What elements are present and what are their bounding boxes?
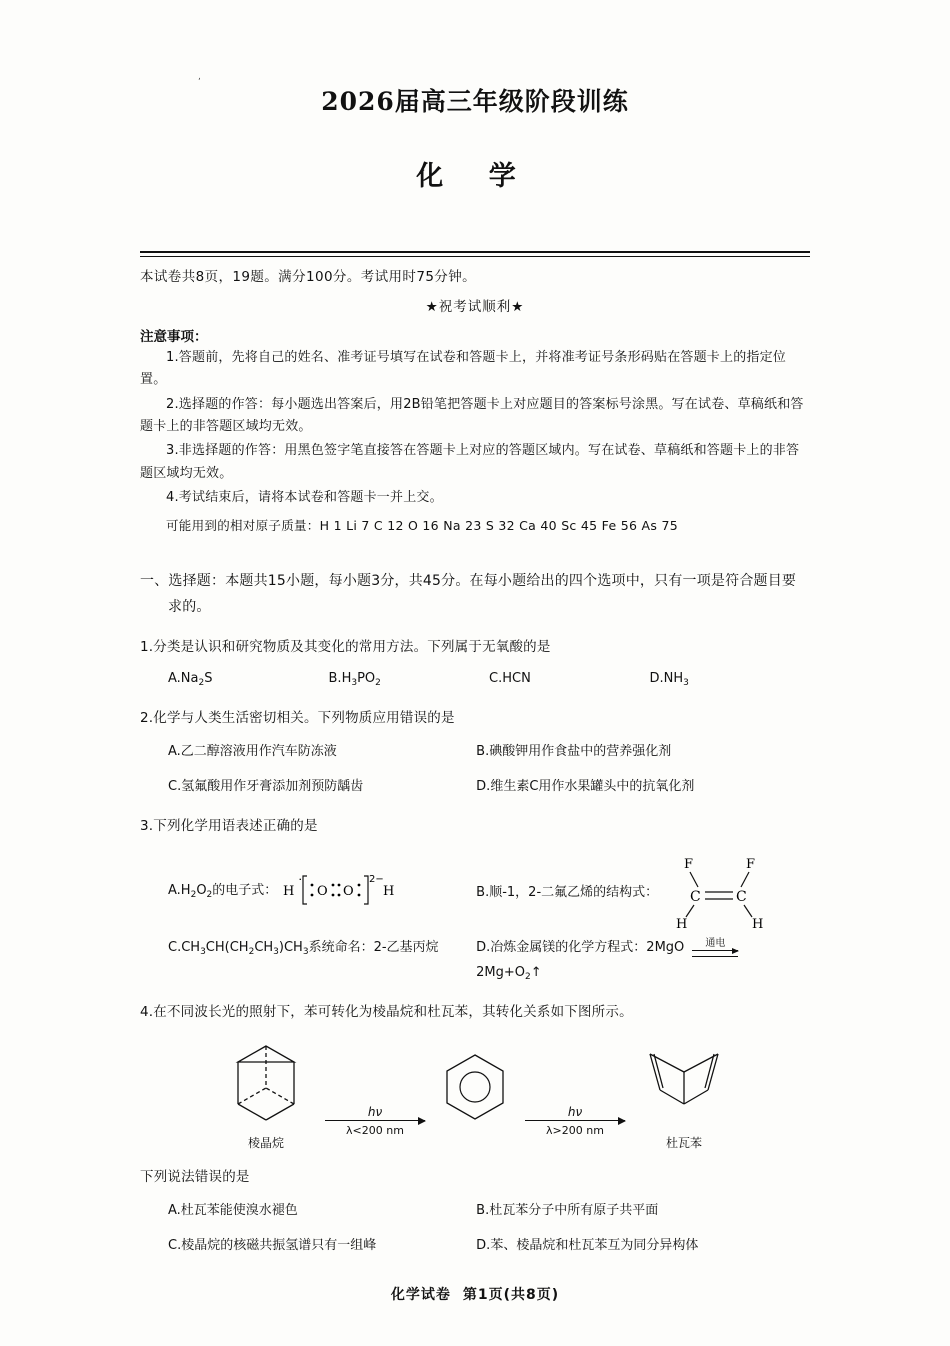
option-c-text: 氢氟酸用作牙膏添加剂预防龋齿 [181, 779, 364, 795]
option-d-label: D. [476, 1238, 491, 1254]
option-c[interactable] [168, 1234, 476, 1259]
arrow-1-line [325, 1120, 425, 1121]
option-c[interactable] [168, 936, 476, 986]
option-c-label: C. [168, 1238, 182, 1254]
arrow-1-top-label: hν [367, 1105, 383, 1120]
notice-item: 3.非选择题的作答：用黑色签字笔直接答在答题卡上对应的答题区域内。写在试卷、草稿纸和答题卡上的非答题区域均无效。 [140, 443, 800, 481]
option-b[interactable]: $B.H_3PO_2$ [328, 671, 381, 688]
benzene-label [436, 1137, 514, 1151]
svg-text:˙: ˙ [297, 878, 304, 894]
section-heading-line2: 求的。 [168, 599, 211, 616]
option-b-label: B. [328, 671, 342, 686]
question-4-number: 4. [140, 1003, 154, 1020]
svg-text:H: H [752, 917, 764, 931]
question-2-number: 2. [140, 710, 154, 727]
option-a-label-text: $A.H_2O_2$的电子式： [168, 882, 278, 900]
option-a[interactable] [168, 870, 476, 910]
section-heading-line1: 一、选择题：本题共15小题，每小题3分，共45分。在每小题给出的四个选项中，只有一项是符合题目要 [140, 572, 797, 589]
svg-text:H: H [676, 917, 688, 931]
question-3-number: 3. [140, 817, 154, 834]
photoreaction-arrow-1 [320, 1091, 430, 1151]
prismane-structure-block [218, 1038, 314, 1151]
option-c-text: $C.CH_3CH(CH_2CH_3)CH_3$系统命名：2-乙基丙烷 [168, 940, 439, 958]
option-d[interactable] [476, 775, 810, 800]
lewis-structure-h2o2 [283, 870, 401, 910]
svg-text:H: H [283, 884, 295, 900]
option-c-text: 棱晶烷的核磁共振氢谱只有一组峰 [181, 1238, 377, 1254]
notice-item: 4.考试结束后，请将本试卷和答题卡一并上交。 [166, 490, 443, 506]
option-a-label: A. [168, 671, 181, 686]
question-3-options-row1 [140, 854, 810, 931]
question-4-text: 在不同波长光的照射下，苯可转化为棱晶烷和杜瓦苯，其转化关系如下图所示。 [153, 1003, 633, 1020]
electrolysis-condition: 通电 [705, 937, 726, 949]
question-1-number: 1. [140, 638, 154, 655]
question-2-options-row2 [140, 775, 810, 800]
subject-title: 化 学 [416, 161, 534, 192]
option-c[interactable] [168, 775, 476, 800]
option-d-text: 苯、棱晶烷和杜瓦苯互为同分异构体 [490, 1238, 699, 1254]
option-a[interactable]: $A.Na_2S$ [168, 671, 213, 688]
option-d[interactable] [476, 1234, 810, 1259]
benzene-structure-block [436, 1041, 514, 1151]
option-b-text: 碘酸钾用作食盐中的营养强化剂 [489, 744, 672, 760]
option-a[interactable] [168, 1199, 476, 1224]
arrow-2-line [525, 1120, 625, 1121]
option-b-label: B. [476, 1203, 490, 1219]
question-4-options-row1 [140, 1199, 810, 1224]
question-1-text: 分类是认识和研究物质及其变化的常用方法。下列属于无氧酸的是 [153, 638, 551, 655]
option-a-label: A. [168, 1203, 181, 1219]
atomic-mass-list: 可能用到的相对原子质量：H 1 Li 7 C 12 O 16 Na 23 S 32 Ca 40 Sc 45 Fe 56 As 75 [166, 517, 678, 533]
arrow-1-bottom-label: λ<200 nm [346, 1124, 404, 1138]
svg-text:2−: 2− [369, 874, 385, 886]
option-d-text: D.冶炼金属镁的化学方程式：2MgO [476, 940, 685, 956]
photoreaction-arrow-2 [520, 1091, 630, 1151]
dewar-benzene-icon [636, 1038, 732, 1130]
question-3-stem [140, 814, 810, 838]
svg-text:H: H [383, 884, 395, 900]
svg-text:F: F [684, 857, 694, 873]
question-2-stem [140, 706, 810, 730]
prismane-label: 棱晶烷 [247, 1136, 284, 1151]
option-d-text: 维生素C用作水果罐头中的抗氧化剂 [490, 779, 695, 795]
notice-title: 注意事项： [140, 329, 208, 345]
dewar-benzene-structure-block [636, 1038, 732, 1151]
svg-text:C: C [736, 889, 747, 906]
svg-text:O: O [343, 884, 355, 900]
option-d[interactable] [476, 936, 810, 986]
option-c[interactable]: C.HCN [489, 671, 531, 686]
arrow-line [692, 950, 738, 957]
question-2-text: 化学与人类生活密切相关。下列物质应用错误的是 [153, 710, 455, 727]
notice-item: 1.答题前，先将自己的姓名、准考证号填写在试卷和答题卡上，并将准考证号条形码贴在答题卡上的指定位置。 [140, 350, 787, 388]
notice-item: 2.选择题的作答：每小题选出答案后，用2B铅笔把答题卡上对应题目的答案标号涂黑。写在试卷、草稿纸和答题卡上的非答题区域均无效。 [140, 396, 804, 435]
page-number: 第1页(共8页) [462, 1287, 560, 1303]
electrolysis-arrow [692, 939, 738, 957]
header-divider [140, 251, 810, 257]
option-b[interactable] [476, 854, 810, 931]
question-3-text: 下列化学用语表述正确的是 [153, 817, 318, 834]
option-a[interactable] [168, 740, 476, 765]
good-luck-text: ★祝考试顺利★ [425, 299, 525, 315]
question-1-options [140, 667, 810, 692]
question-1-stem [140, 635, 810, 659]
option-a-text: 杜瓦苯能使溴水褪色 [180, 1203, 298, 1219]
question-3-options-row2 [140, 936, 810, 986]
option-d-label: D. [476, 779, 491, 795]
benzene-icon [436, 1041, 514, 1133]
option-c-label: C. [168, 779, 182, 795]
prismane-icon [218, 1038, 314, 1130]
dewar-benzene-label: 杜瓦苯 [665, 1136, 702, 1151]
option-d-products: $2Mg+O_2↑$ [476, 964, 542, 982]
section-heading [140, 568, 810, 621]
option-a-text: 乙二醇溶液用作汽车防冻液 [180, 744, 337, 760]
cis-difluoroethene-structure [660, 854, 780, 931]
svg-text:C: C [690, 889, 701, 906]
option-c-label: C. [489, 671, 503, 686]
question-4-substem: 下列说法错误的是 [140, 1169, 250, 1186]
question-4-diagram [140, 1038, 810, 1151]
scan-artifact-mark: , [198, 72, 201, 82]
svg-text:F: F [746, 857, 756, 873]
arrow-2-top-label: hν [567, 1105, 583, 1120]
question-2-options-row1 [140, 740, 810, 765]
arrow-2-bottom-label: λ>200 nm [546, 1124, 604, 1138]
exam-meta: 本试卷共8页，19题。满分100分。考试用时75分钟。 [140, 269, 477, 285]
page-content [140, 60, 810, 1259]
option-b-text: 杜瓦苯分子中所有原子共平面 [489, 1203, 659, 1219]
option-a-label: A. [168, 744, 181, 760]
option-b-label-text: B.顺-1，2-二氟乙烯的结构式： [476, 884, 659, 900]
page-title: 2026届高三年级阶段训练 [321, 87, 629, 116]
question-4-stem [140, 1000, 810, 1024]
footer-label: 化学试卷 [390, 1287, 451, 1303]
option-b[interactable] [476, 740, 810, 765]
option-d[interactable]: $D.NH_3$ [649, 671, 689, 688]
svg-text:O: O [317, 884, 329, 900]
page-footer [0, 1284, 950, 1304]
question-4-options-row2 [140, 1234, 810, 1259]
option-b-label: B. [476, 744, 490, 760]
option-d-label: D. [649, 671, 664, 686]
option-b[interactable] [476, 1199, 810, 1224]
